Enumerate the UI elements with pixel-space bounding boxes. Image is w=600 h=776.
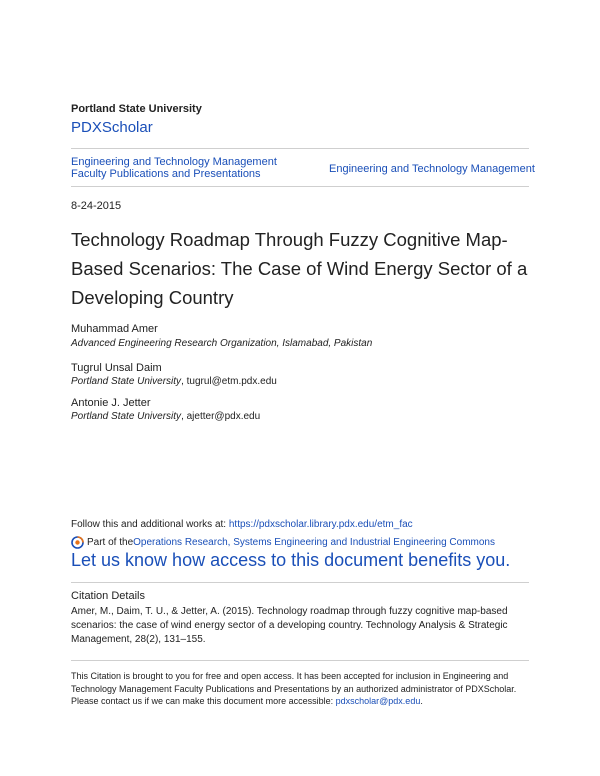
author-affiliation: Advanced Engineering Research Organization, Islamabad, Pakistan bbox=[71, 338, 373, 349]
divider-collections bbox=[71, 186, 529, 187]
author-affiliation: Portland State University, ajetter@pdx.edu bbox=[71, 411, 261, 422]
collection-link-faculty-publications[interactable]: Engineering and Technology Management Faculty Publications and Presentations bbox=[71, 156, 277, 180]
benefits-feedback-link[interactable]: Let us know how access to this document benefits you. bbox=[71, 550, 511, 570]
citation-heading: Citation Details bbox=[71, 590, 145, 602]
citation-text: Amer, M., Daim, T. U., & Jetter, A. (2015). Technology roadmap through fuzzy cognitive map-based scenarios: the case of wind energy sector of a developing country. Technology Analysis & Strategic Management, 28(2), 131–155. bbox=[71, 606, 508, 645]
access-statement-end: . bbox=[420, 696, 423, 706]
follow-url-link[interactable]: https://pdxscholar.library.pdx.edu/etm_fac bbox=[228, 519, 413, 530]
follow-label: Follow this and additional works at: bbox=[71, 519, 229, 530]
commons-network-icon bbox=[71, 536, 84, 549]
access-statement-text: This Citation is brought to you for free and open access. It has been accepted for inclusion in Engineering and Technology Management Faculty Publications and Presentations by an authorized administrator of PDXScholar. Please contact us if we can make this document more accessible: bbox=[71, 671, 517, 706]
publication-date: 8-24-2015 bbox=[71, 200, 122, 212]
follow-line bbox=[71, 519, 413, 530]
university-name: Portland State University bbox=[71, 103, 202, 115]
part-of-label: Part of the bbox=[87, 537, 134, 548]
part-of-line bbox=[71, 536, 495, 549]
author-name: Muhammad Amer bbox=[71, 323, 158, 335]
contact-email-link[interactable]: pdxscholar@pdx.edu bbox=[335, 696, 421, 706]
divider-top bbox=[71, 148, 529, 149]
author-affiliation: Portland State University, tugrul@etm.pdx.edu bbox=[71, 376, 277, 387]
author-name: Antonie J. Jetter bbox=[71, 397, 151, 409]
collection-link-department[interactable]: Engineering and Technology Management bbox=[329, 163, 535, 175]
document-title: Technology Roadmap Through Fuzzy Cognitive Map-Based Scenarios: The Case of Wind Energy Sector of a Developing Country bbox=[71, 229, 528, 308]
divider-citation bbox=[71, 582, 529, 583]
divider-footer bbox=[71, 660, 529, 661]
author-email: tugrul@etm.pdx.edu bbox=[186, 376, 277, 387]
access-statement bbox=[71, 670, 531, 708]
author-email: ajetter@pdx.edu bbox=[186, 411, 261, 422]
commons-link[interactable]: Operations Research, Systems Engineering and Industrial Engineering Commons bbox=[133, 537, 495, 548]
author-name: Tugrul Unsal Daim bbox=[71, 362, 162, 374]
repository-link[interactable]: PDXScholar bbox=[71, 119, 153, 136]
